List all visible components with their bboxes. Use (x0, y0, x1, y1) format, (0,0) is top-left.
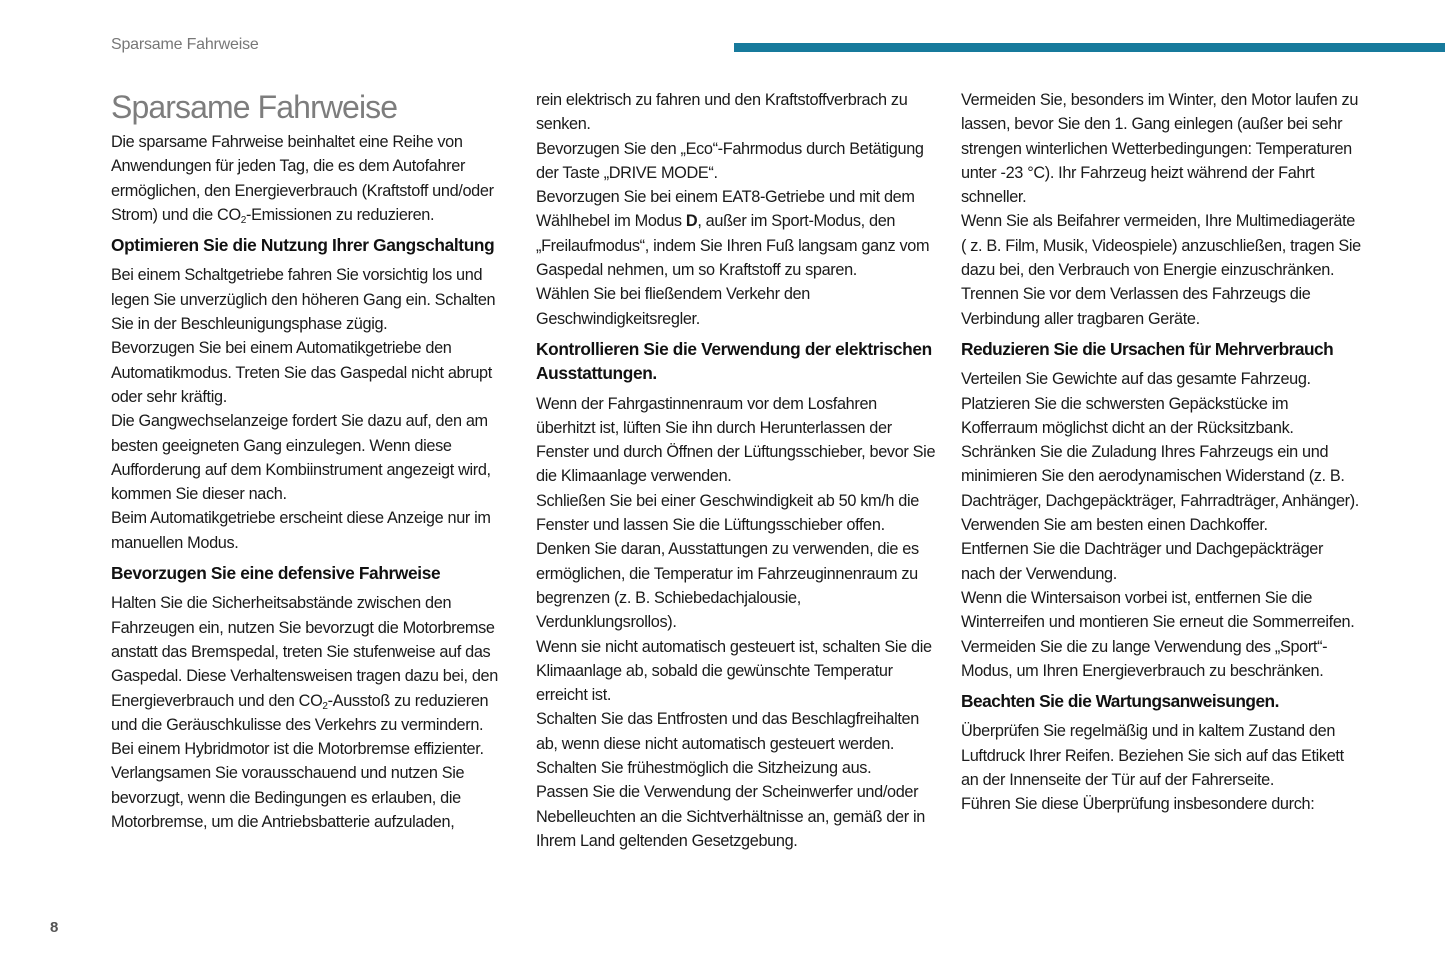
paragraph: Trennen Sie vor dem Verlassen des Fahrzeugs die Verbindung aller tragbaren Geräte. (961, 285, 1311, 328)
section-heading-electrical-equipment: Kontrollieren Sie die Verwendung der elektrischen Ausstattungen. (536, 338, 932, 384)
paragraph: Schließen Sie bei einer Geschwindigkeit ab 50 km/h die Fenster und lassen Sie die Lüftungsschieber offen. (536, 491, 919, 535)
column-3 (961, 88, 1361, 817)
paragraph: Die Gangwechselanzeige fordert Sie dazu auf, den am besten geeigneten Gang einzulegen. Wenn diese Aufforderung auf dem Kombiinstrument angezeigt wird, kommen Sie dieser nach. (111, 412, 491, 504)
header-accent-bar (734, 43, 1445, 52)
paragraph: Bevorzugen Sie bei einem Automatikgetriebe den Automatikmodus. Treten Sie das Gaspedal nicht abrupt oder sehr kräftig. (111, 339, 492, 406)
page-title: Sparsame Fahrweise (111, 89, 398, 125)
page-number: 8 (50, 919, 59, 936)
paragraph: Wählen Sie bei fließendem Verkehr den Geschwindigkeitsregler. (536, 285, 810, 328)
section-heading-gear-shifting: Optimieren Sie die Nutzung Ihrer Gangschaltung (111, 235, 495, 256)
column-1 (111, 88, 511, 834)
paragraph: Wenn die Wintersaison vorbei ist, entfernen Sie die Winterreifen und montieren Sie erneut die Sommerreifen. (961, 588, 1355, 632)
intro-paragraph: Die sparsame Fahrweise beinhaltet eine Reihe von Anwendungen für jeden Tag, die es dem Autofahrer ermöglichen, den Energieverbrauch (Kraftstoff und/oder Strom) und die $CO_2$-Emissionen zu reduzieren. (111, 133, 494, 226)
paragraph: Bei einem Schaltgetriebe fahren Sie vorsichtig los und legen Sie unverzüglich den höheren Gang ein. Schalten Sie in der Beschleunigungsphase zügig. (111, 266, 496, 334)
paragraph: Schränken Sie die Zuladung Ihres Fahrzeugs ein und minimieren Sie den aerodynamischen Widerstand (z. B. Dachträger, Dachgepäckträger, Fahrradträger, Anhänger). Verwenden Sie am besten einen Dachkoffer. (961, 443, 1359, 535)
paragraph: Entfernen Sie die Dachträger und Dachgepäckträger nach der Verwendung. (961, 540, 1324, 583)
section-heading-excess-consumption: Reduzieren Sie die Ursachen für Mehrverbrauch (961, 338, 1334, 359)
running-header-title: Sparsame Fahrweise (111, 36, 259, 53)
paragraph: Schalten Sie frühestmöglich die Sitzheizung aus. (536, 759, 872, 778)
paragraph: Bei einem Hybridmotor ist die Motorbremse effizienter. Verlangsamen Sie vorausschauend und nutzen Sie bevorzugt, wenn die Bedingungen es erlauben, die Motorbremse, um die Antriebsbatterie aufzuladen, (111, 740, 484, 832)
paragraph: Halten Sie die Sicherheitsabstände zwischen den Fahrzeugen ein, nutzen Sie bevorzugt die Motorbremse anstatt das Bremspedal, treten Sie stufenweise auf das Gaspedal. Diese Verhaltensweisen tragen dazu bei, den Energieverbrauch und den $CO_2$-Ausstoß zu reduzieren und die Geräuschkulisse des Verkehrs zu vermindern. (111, 594, 498, 734)
paragraph: Verteilen Sie Gewichte auf das gesamte Fahrzeug. Platzieren Sie die schwersten Gepäckstücke im Kofferraum möglichst dicht an der Rücksitzbank. (961, 370, 1311, 437)
paragraph: rein elektrisch zu fahren und den Kraftstoffverbrach zu senken. (536, 91, 908, 134)
paragraph: Überprüfen Sie regelmäßig und in kaltem Zustand den Luftdruck Ihrer Reifen. Beziehen Sie sich auf das Etikett an der Innenseite der Tür auf der Fahrerseite. (961, 722, 1344, 790)
paragraph: Wenn sie nicht automatisch gesteuert ist, schalten Sie die Klimaanlage ab, sobald die gewünschte Temperatur erreicht ist. (536, 637, 932, 705)
mode-letter: D (685, 212, 698, 231)
section-heading-maintenance: Beachten Sie die Wartungsanweisungen. (961, 691, 1279, 712)
column-2 (536, 88, 936, 853)
paragraph: Vermeiden Sie die zu lange Verwendung des „Sport“-Modus, um Ihren Energieverbrauch zu beschränken. (961, 637, 1328, 680)
paragraph: Beim Automatikgetriebe erscheint diese Anzeige nur im manuellen Modus. (111, 509, 491, 552)
paragraph: Wenn Sie als Beifahrer vermeiden, Ihre Multimediageräte ( z. B. Film, Musik, Videospiele) anzuschließen, tragen Sie dazu bei, den Verbrauch von Energie einzuschränken. (961, 212, 1361, 280)
paragraph: Führen Sie diese Überprüfung insbesondere durch: (961, 795, 1315, 814)
paragraph: Vermeiden Sie, besonders im Winter, den Motor laufen zu lassen, bevor Sie den 1. Gang einlegen (außer bei sehr strengen winterlichen Wetterbedingungen: Temperaturen unter -23 °C). Ihr Fahrzeug heizt während der Fahrt schneller. (961, 91, 1359, 207)
paragraph: Denken Sie daran, Ausstattungen zu verwenden, die es ermöglichen, die Temperatur im Fahrzeuginnenraum zu begrenzen (z. B. Schiebedachjalousie, Verdunklungsrollos). (536, 540, 919, 632)
paragraph: Bevorzugen Sie bei einem EAT8-Getriebe und mit dem Wählhebel im Modus D, außer im Sport-Modus, den „Freilaufmodus“, indem Sie Ihren Fuß langsam ganz vom Gaspedal nehmen, um so Kraftstoff zu sparen. (536, 188, 930, 280)
paragraph: Bevorzugen Sie den „Eco“-Fahrmodus durch Betätigung der Taste „DRIVE MODE“. (536, 139, 924, 182)
paragraph: Wenn der Fahrgastinnenraum vor dem Losfahren überhitzt ist, lüften Sie ihn durch Herunterlassen der Fenster und durch Öffnen der Lüftungsschieber, bevor Sie die Klimaanlage verwenden. (536, 394, 936, 486)
section-heading-defensive-driving: Bevorzugen Sie eine defensive Fahrweise (111, 563, 441, 584)
paragraph: Schalten Sie das Entfrosten und das Beschlagfreihalten ab, wenn diese nicht automatisch gesteuert werden. (536, 710, 919, 753)
paragraph: Passen Sie die Verwendung der Scheinwerfer und/oder Nebelleuchten an die Sichtverhältnisse an, gemäß der in Ihrem Land geltenden Gesetzgebung. (536, 783, 925, 850)
